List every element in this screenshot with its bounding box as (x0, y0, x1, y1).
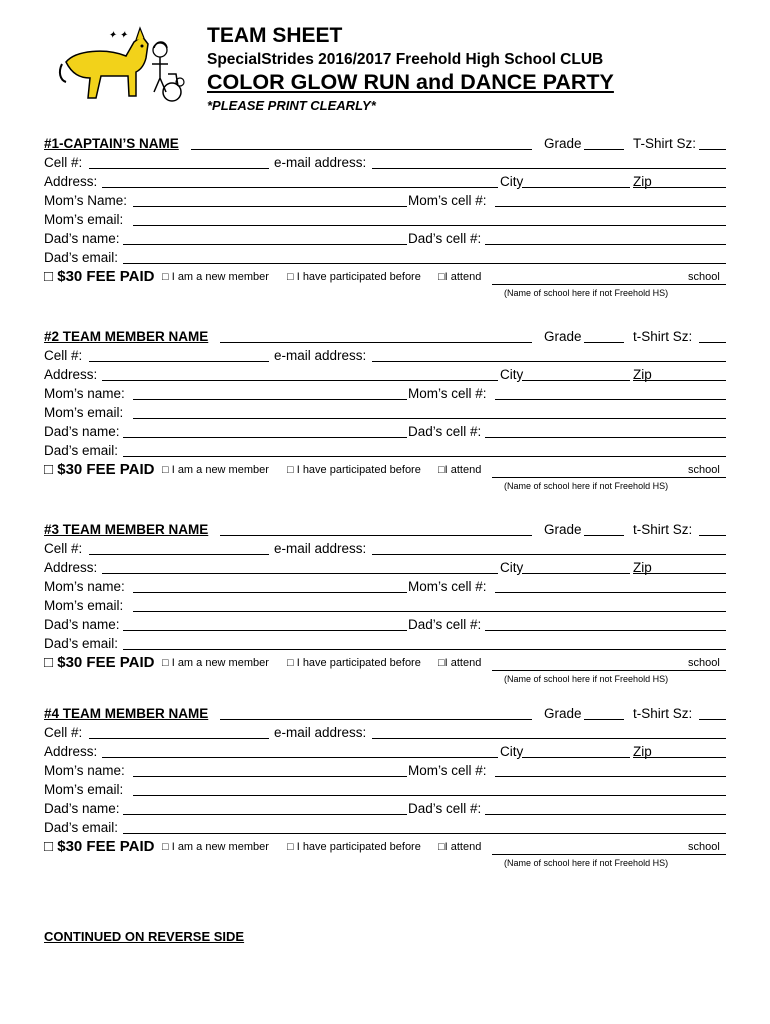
mom-cell-field[interactable] (495, 384, 726, 400)
zip-label: Zip (633, 367, 652, 382)
school-note: (Name of school here if not Freehold HS) (504, 858, 669, 868)
address-field[interactable] (102, 742, 498, 758)
email-label: e-mail address: (274, 725, 367, 740)
grade-label: Grade (544, 136, 582, 151)
dad-cell-field[interactable] (485, 422, 726, 438)
dad-cell-label: Dad’s cell #: (408, 424, 482, 439)
address-field[interactable] (102, 558, 498, 574)
dad-name-label: Dad’s name: (44, 617, 120, 632)
participated-before-checkbox[interactable]: □ I have participated before (287, 657, 421, 669)
dad-email-label: Dad’s email: (44, 636, 119, 651)
city-field[interactable] (522, 172, 630, 188)
member-name-label: #3 TEAM MEMBER NAME (44, 522, 209, 537)
mom-name-label: Mom’s Name: (44, 193, 128, 208)
mom-name-field[interactable] (133, 384, 407, 400)
event-title: COLOR GLOW RUN and DANCE PARTY (207, 70, 614, 94)
grade-field[interactable] (584, 704, 624, 720)
attend-checkbox[interactable]: □I attend (438, 841, 482, 853)
member-name-field[interactable] (220, 704, 532, 720)
member-section-4 (44, 704, 727, 871)
dad-email-field[interactable] (123, 818, 726, 834)
dad-email-field[interactable] (123, 441, 726, 457)
grade-label: Grade (544, 706, 582, 721)
city-field[interactable] (522, 558, 630, 574)
zip-field[interactable] (633, 172, 726, 188)
cell-label: Cell #: (44, 725, 83, 740)
mom-email-label: Mom’s email: (44, 782, 124, 797)
city-label: City (500, 367, 524, 382)
attend-checkbox[interactable]: □I attend (438, 271, 482, 283)
mom-email-field[interactable] (133, 596, 726, 612)
member-section-2 (44, 327, 727, 494)
dad-email-label: Dad’s email: (44, 443, 119, 458)
member-name-label: #2 TEAM MEMBER NAME (44, 329, 209, 344)
club-subtitle: SpecialStrides 2016/2017 Freehold High School CLUB (207, 51, 604, 68)
email-field[interactable] (372, 153, 726, 169)
city-label: City (500, 174, 524, 189)
fee-paid-checkbox[interactable]: □ $30 FEE PAID (44, 838, 155, 855)
school-label: school (688, 841, 720, 853)
new-member-checkbox[interactable]: □ I am a new member (162, 657, 269, 669)
fee-paid-checkbox[interactable]: □ $30 FEE PAID (44, 654, 155, 671)
city-field[interactable] (522, 742, 630, 758)
dad-name-field[interactable] (123, 615, 407, 631)
school-label: school (688, 271, 720, 283)
dad-cell-label: Dad’s cell #: (408, 801, 482, 816)
attend-checkbox[interactable]: □I attend (438, 464, 482, 476)
school-note: (Name of school here if not Freehold HS) (504, 674, 669, 684)
city-label: City (500, 560, 524, 575)
member-name-label: #4 TEAM MEMBER NAME (44, 706, 209, 721)
tshirt-label: t-Shirt Sz: (633, 329, 693, 344)
grade-label: Grade (544, 522, 582, 537)
mom-name-label: Mom’s name: (44, 579, 125, 594)
mom-cell-label: Mom’s cell #: (408, 386, 487, 401)
new-member-checkbox[interactable]: □ I am a new member (162, 271, 269, 283)
zip-label: Zip (633, 174, 652, 189)
dad-name-label: Dad’s name: (44, 801, 120, 816)
mom-cell-field[interactable] (495, 577, 726, 593)
address-field[interactable] (102, 365, 498, 381)
dad-name-field[interactable] (123, 799, 407, 815)
member-section-3 (44, 520, 727, 687)
dad-name-label: Dad’s name: (44, 424, 120, 439)
attend-checkbox[interactable]: □I attend (438, 657, 482, 669)
tshirt-size-field[interactable] (699, 134, 726, 150)
mom-name-label: Mom’s name: (44, 763, 125, 778)
dad-cell-label: Dad’s cell #: (408, 617, 482, 632)
mom-cell-field[interactable] (495, 761, 726, 777)
tshirt-label: t-Shirt Sz: (633, 706, 693, 721)
participated-before-checkbox[interactable]: □ I have participated before (287, 841, 421, 853)
city-field[interactable] (522, 365, 630, 381)
dad-cell-label: Dad’s cell #: (408, 231, 482, 246)
dad-cell-field[interactable] (485, 799, 726, 815)
mom-name-label: Mom’s name: (44, 386, 125, 401)
cell-field[interactable] (89, 346, 269, 362)
mom-name-field[interactable] (133, 761, 407, 777)
city-label: City (500, 744, 524, 759)
zip-field[interactable] (633, 365, 726, 381)
mom-cell-label: Mom’s cell #: (408, 579, 487, 594)
svg-text:✦ ✦: ✦ ✦ (108, 30, 128, 41)
new-member-checkbox[interactable]: □ I am a new member (162, 464, 269, 476)
grade-label: Grade (544, 329, 582, 344)
zip-field[interactable] (633, 742, 726, 758)
mom-email-label: Mom’s email: (44, 598, 124, 613)
member-name-field[interactable] (220, 520, 532, 536)
mom-name-field[interactable] (133, 191, 407, 207)
email-label: e-mail address: (274, 348, 367, 363)
address-field[interactable] (102, 172, 498, 188)
zip-label: Zip (633, 560, 652, 575)
cell-label: Cell #: (44, 155, 83, 170)
school-label: school (688, 657, 720, 669)
zip-label: Zip (633, 744, 652, 759)
email-label: e-mail address: (274, 541, 367, 556)
school-note: (Name of school here if not Freehold HS) (504, 481, 669, 491)
email-field[interactable] (372, 346, 726, 362)
cell-field[interactable] (89, 539, 269, 555)
page-title: TEAM SHEET (207, 24, 343, 47)
cell-label: Cell #: (44, 541, 83, 556)
dad-name-field[interactable] (123, 422, 407, 438)
grade-field[interactable] (584, 134, 624, 150)
email-label: e-mail address: (274, 155, 367, 170)
tshirt-label: t-Shirt Sz: (633, 522, 693, 537)
dad-name-field[interactable] (123, 229, 407, 245)
mom-name-field[interactable] (133, 577, 407, 593)
grade-field[interactable] (584, 520, 624, 536)
tshirt-size-field[interactable] (699, 327, 726, 343)
zip-field[interactable] (633, 558, 726, 574)
dad-email-label: Dad’s email: (44, 820, 119, 835)
horse-and-children-logo-icon (56, 22, 186, 112)
address-label: Address: (44, 560, 98, 575)
mom-cell-label: Mom’s cell #: (408, 193, 487, 208)
mom-email-label: Mom’s email: (44, 405, 124, 420)
email-field[interactable] (372, 539, 726, 555)
continued-note: CONTINUED ON REVERSE SIDE (44, 929, 245, 944)
dad-cell-field[interactable] (485, 615, 726, 631)
address-label: Address: (44, 744, 98, 759)
mom-cell-label: Mom’s cell #: (408, 763, 487, 778)
email-field[interactable] (372, 723, 726, 739)
mom-email-field[interactable] (133, 780, 726, 796)
cell-field[interactable] (89, 153, 269, 169)
dad-cell-field[interactable] (485, 229, 726, 245)
dad-email-field[interactable] (123, 248, 726, 264)
cell-field[interactable] (89, 723, 269, 739)
participated-before-checkbox[interactable]: □ I have participated before (287, 271, 421, 283)
mom-email-label: Mom’s email: (44, 212, 124, 227)
dad-email-label: Dad’s email: (44, 250, 119, 265)
cell-label: Cell #: (44, 348, 83, 363)
dad-name-label: Dad’s name: (44, 231, 120, 246)
member-section-1 (44, 134, 727, 301)
tshirt-size-field[interactable] (699, 704, 726, 720)
tshirt-size-field[interactable] (699, 520, 726, 536)
address-label: Address: (44, 367, 98, 382)
grade-field[interactable] (584, 327, 624, 343)
address-label: Address: (44, 174, 98, 189)
member-name-label: #1-CAPTAIN’S NAME (44, 136, 179, 151)
school-note: (Name of school here if not Freehold HS) (504, 288, 669, 298)
mom-email-field[interactable] (133, 403, 726, 419)
school-label: school (688, 464, 720, 476)
dad-email-field[interactable] (123, 634, 726, 650)
fee-paid-checkbox[interactable]: □ $30 FEE PAID (44, 268, 155, 285)
member-name-field[interactable] (220, 327, 532, 343)
mom-email-field[interactable] (133, 210, 726, 226)
mom-cell-field[interactable] (495, 191, 726, 207)
new-member-checkbox[interactable]: □ I am a new member (162, 841, 269, 853)
fee-paid-checkbox[interactable]: □ $30 FEE PAID (44, 461, 155, 478)
member-name-field[interactable] (191, 134, 532, 150)
participated-before-checkbox[interactable]: □ I have participated before (287, 464, 421, 476)
print-clearly-note: *PLEASE PRINT CLEARLY* (207, 98, 376, 113)
tshirt-label: T-Shirt Sz: (633, 136, 697, 151)
